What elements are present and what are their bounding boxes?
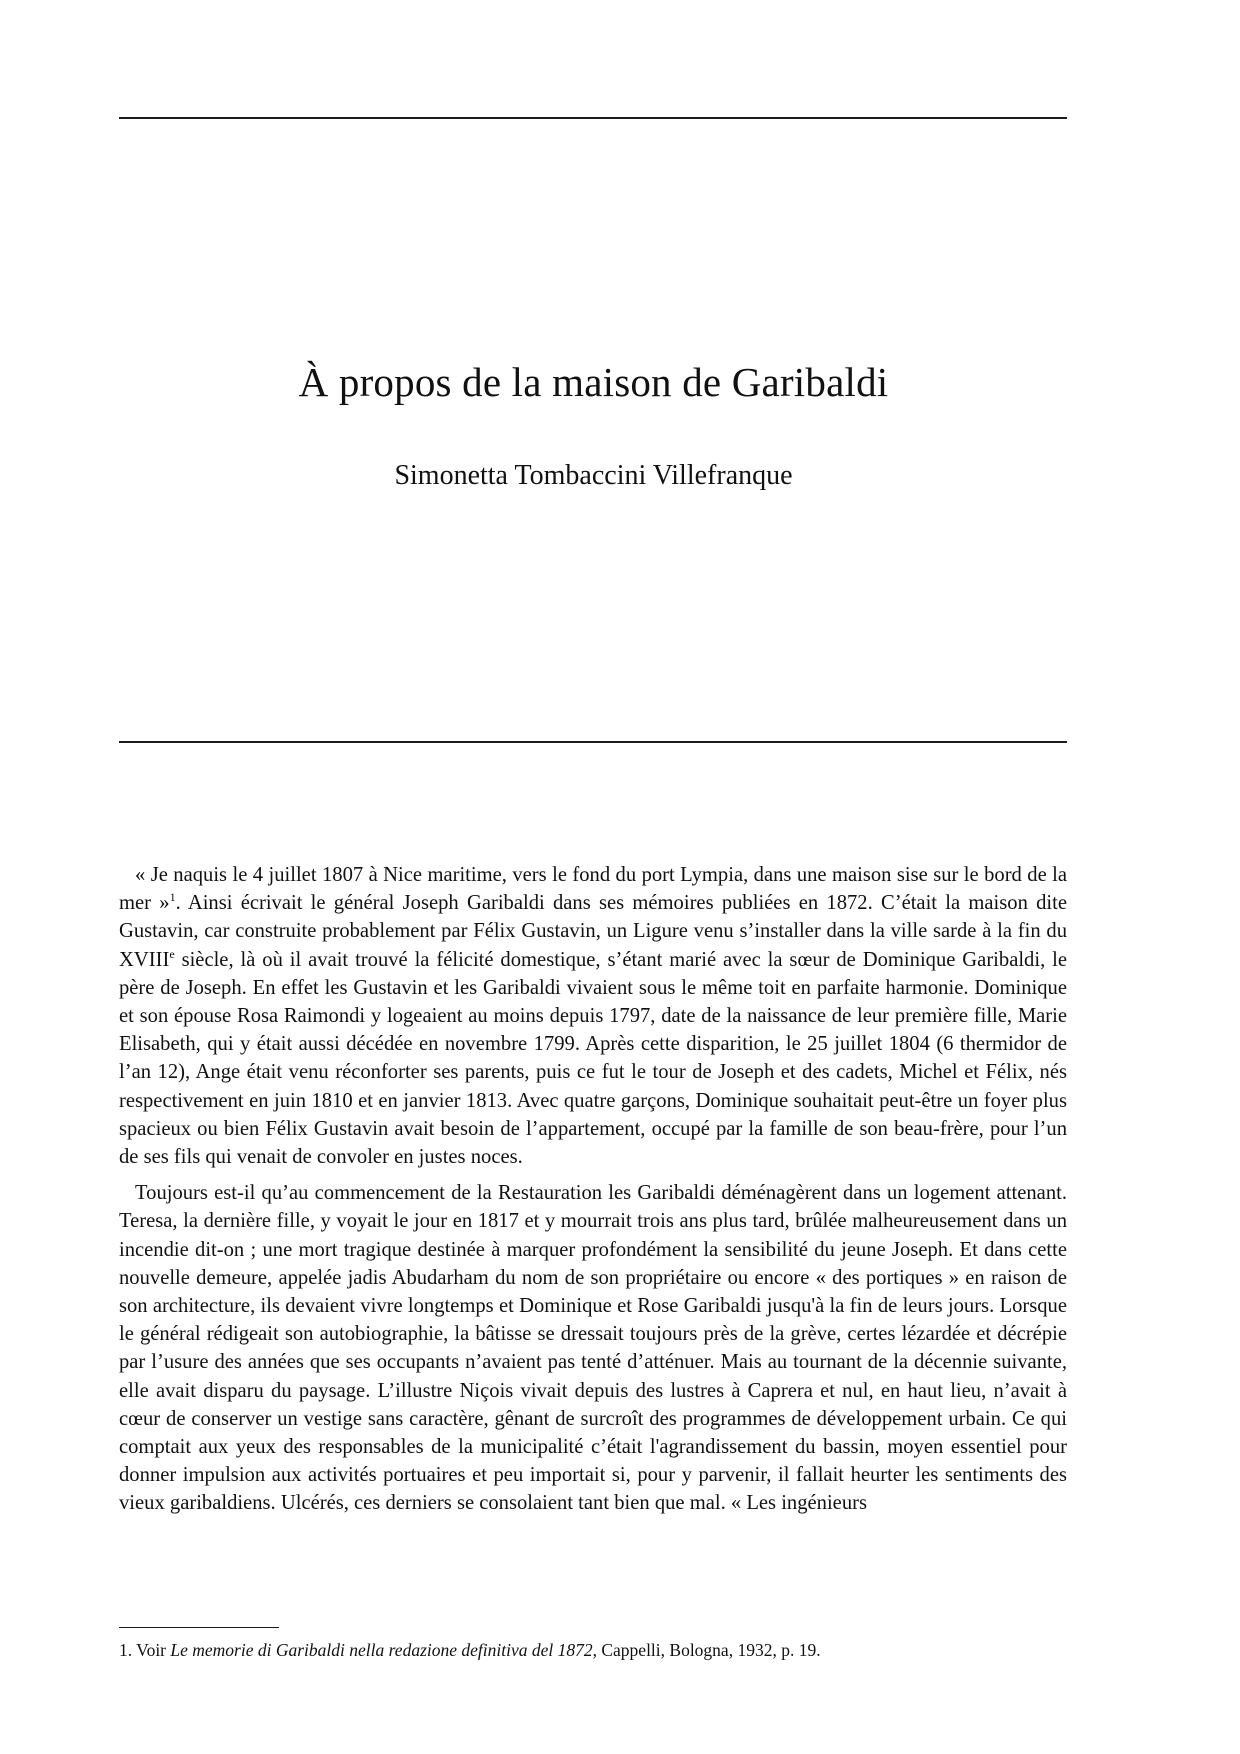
footnote-1 bbox=[119, 1639, 1067, 1661]
footnote-suffix: , Cappelli, Bologna, 1932, p. 19. bbox=[592, 1640, 821, 1660]
header-rule bbox=[119, 117, 1067, 119]
footnote-prefix: 1. Voir bbox=[119, 1640, 171, 1660]
footnote-cited-title: Le memorie di Garibaldi nella redazione definitiva del 1872 bbox=[170, 1640, 593, 1660]
body-paragraph-2: Toujours est-il qu’au commencement de la Restauration les Garibaldi déménagèrent dans un logement attenant. Teresa, la dernière fille, y voyait le jour en 1817 et y mourrait trois ans plus tard, brûlée malheureusement dans un incendie dit-on ; une mort tragique destinée à marquer profondément la sensibilité du jeune Joseph. Et dans cette nouvelle demeure, appelée jadis Abudarham du nom de son propriétaire ou encore « des portiques » en raison de son architecture, ils devaient vivre longtemps et Dominique et Rose Garibaldi jusqu'à la fin de leurs jours. Lorsque le général rédigeait son autobiographie, la bâtisse se dressait toujours près de la grève, certes lézardée et décrépie par l’usure des années que ses occupants n’avaient pas tenté d’atténuer. Mais au tournant de la décennie suivante, elle avait disparu du paysage. L’illustre Niçois vivait depuis des lustres à Caprera et nul, en haut lieu, n’avait à cœur de conserver un vestige sans caractère, gênant de surcroît des programmes de développement urbain. Ce qui comptait aux yeux des responsables de la municipalité c’était l'agrandissement du bassin, moyen essentiel pour donner impulsion aux activités portuaires et peu importait si, pour y parvenir, il fallait heurter les sentiments des vieux garibaldiens. Ulcérés, ces derniers se consolaient tant bien que mal. « Les ingénieurs bbox=[119, 1182, 1067, 1515]
article-author: Simonetta Tombaccini Villefranque bbox=[394, 460, 793, 491]
century-superscript: e bbox=[169, 946, 175, 961]
footnote-rule bbox=[119, 1627, 279, 1628]
article-body bbox=[119, 861, 1067, 1518]
body-paragraph-1 bbox=[119, 861, 1067, 1171]
paragraph-1-continuation: siècle, là où il avait trouvé la félicité domestique, s’étant marié avec la sœur de Dominique Garibaldi, le père de Joseph. En effet les Gustavin et les Garibaldi vivaient sous le même toit en parfaite harmonie. Dominique et son épouse Rosa Raimondi y logeaient au moins depuis 1797, date de la naissance de leur première fille, Marie Elisabeth, qui y était aussi décédée en novembre 1799. Après cette disparition, le 25 juillet 1804 (6 thermidor de l’an 12), Ange était venu réconforter ses parents, puis ce fut le tour de Joseph et des cadets, Michel et Félix, nés respectivement en juin 1810 et en janvier 1813. Avec quatre garçons, Dominique souhaitait peut-être un foyer plus spacieux ou bien Félix Gustavin avait besoin de l’appartement, occupé par la famille de son beau-frère, pour l’un de ses fils qui venait de convoler en justes noces. bbox=[119, 948, 1067, 1169]
paragraph-1-text: . Ainsi écrivait le général Joseph Garibaldi dans ses mémoires publiées en 1872. C’était la maison dite Gustavin, car construite probablement par Félix Gustavin, un Ligure venu s’installer dans la ville sarde à la fin du XVIII bbox=[119, 892, 1067, 971]
paragraph-1-opening: « Je naquis le 4 juillet 1807 à Nice maritime, vers le fond du port Lympia, dans une maison sise sur le bord de la mer » bbox=[119, 864, 1067, 915]
article-title: À propos de la maison de Garibaldi bbox=[298, 359, 889, 405]
footnote-reference-1: 1 bbox=[169, 890, 176, 905]
title-block-rule bbox=[119, 741, 1067, 743]
